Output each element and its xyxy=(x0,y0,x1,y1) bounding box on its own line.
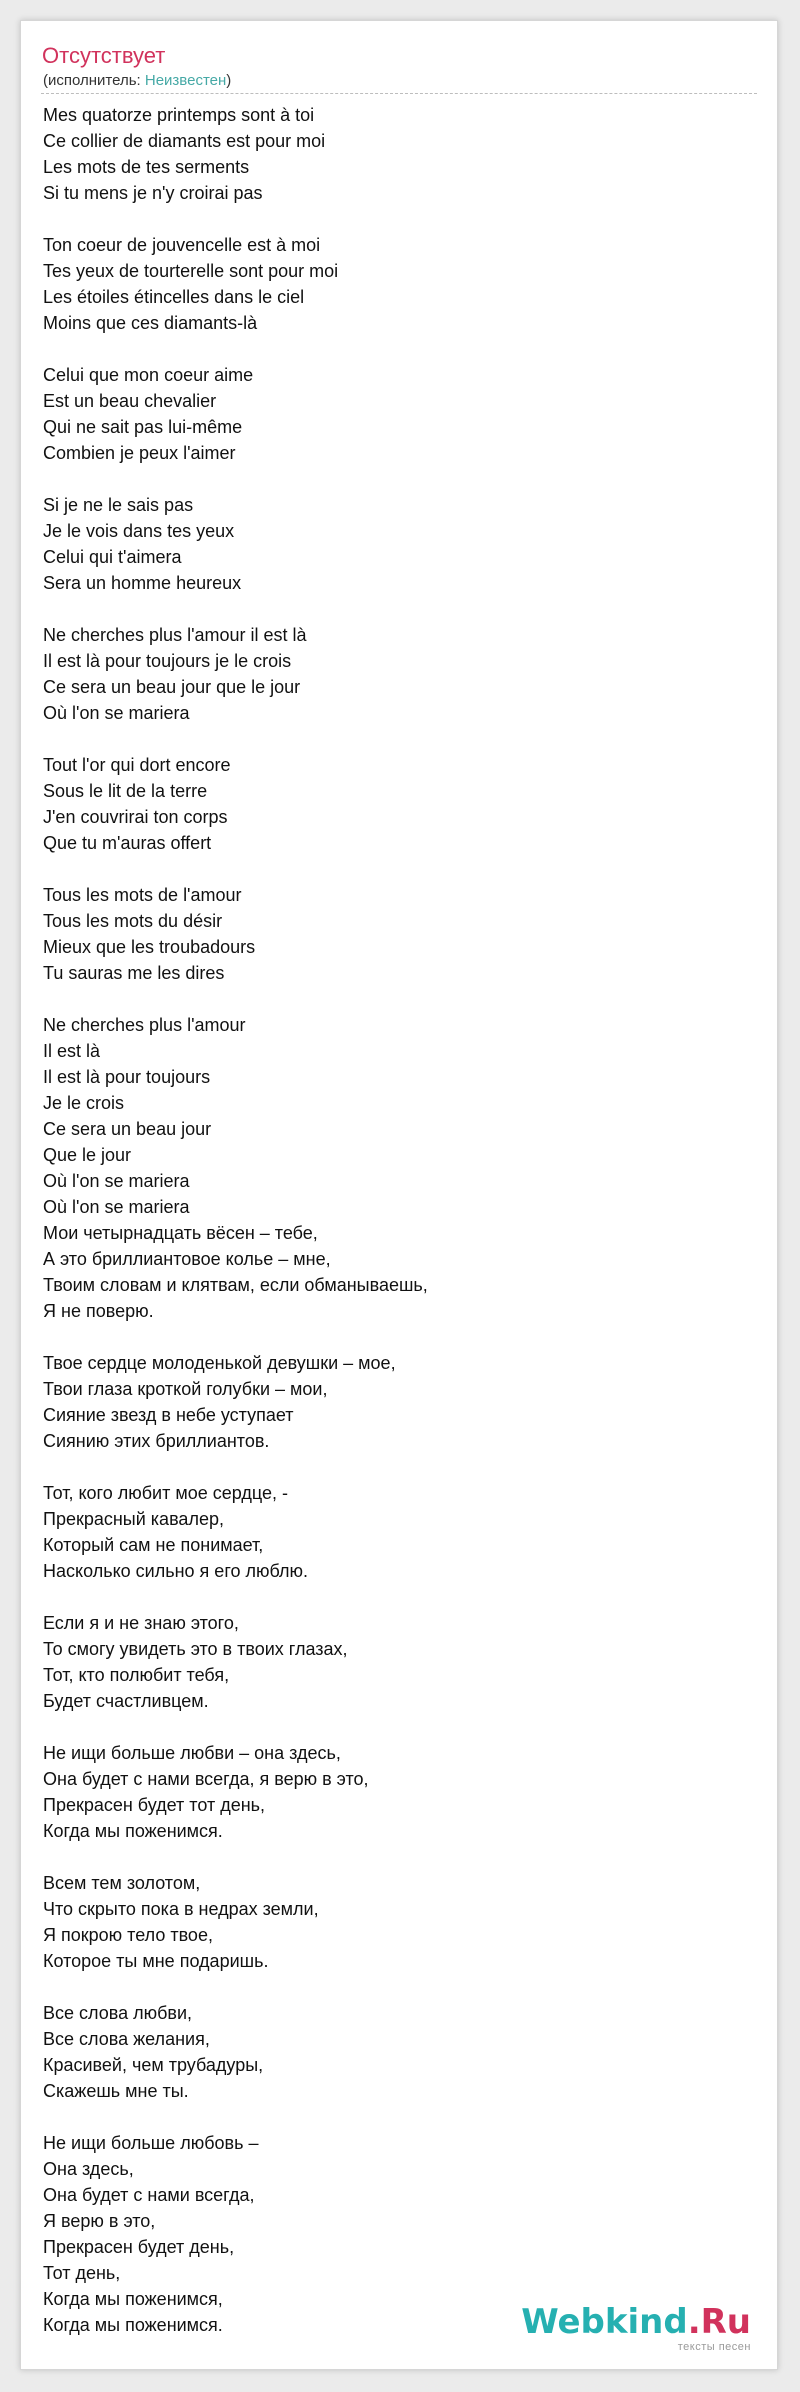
stanza-break xyxy=(43,1714,743,1740)
artist-byline xyxy=(43,72,231,90)
lyric-line: Насколько сильно я его люблю. xyxy=(43,1561,309,1581)
lyric-line: Où l'on se mariera xyxy=(43,1171,190,1191)
lyric-line: Mes quatorze printemps sont à toi xyxy=(43,105,315,125)
lyric-line: Твоим словам и клятвам, если обманываешь, xyxy=(43,1275,428,1295)
lyric-line: Si je ne le sais pas xyxy=(43,495,194,515)
lyric-line: Она будет с нами всегда, xyxy=(43,2185,255,2205)
lyric-line: Красивей, чем трубадуры, xyxy=(43,2055,264,2075)
lyric-line: То смогу увидеть это в твоих глазах, xyxy=(43,1639,348,1659)
lyric-line: Ce sera un beau jour xyxy=(43,1119,212,1139)
lyric-line: Il est là pour toujours xyxy=(43,1067,211,1087)
lyric-line: Qui ne sait pas lui-même xyxy=(43,417,243,437)
lyric-line: Je le vois dans tes yeux xyxy=(43,521,235,541)
lyric-line: Que le jour xyxy=(43,1145,132,1165)
stanza-break xyxy=(43,596,743,622)
lyric-line: Si tu mens je n'y croirai pas xyxy=(43,183,263,203)
artist-link[interactable]: Неизвестен xyxy=(144,72,227,89)
lyric-line: Тот, кого любит мое сердце, - xyxy=(43,1483,288,1503)
byline-prefix: (исполнитель: xyxy=(43,72,145,89)
lyric-line: Мои четырнадцать вёсен – тебе, xyxy=(43,1223,318,1243)
stanza-break xyxy=(43,856,743,882)
lyric-line: Всем тем золотом, xyxy=(43,1873,201,1893)
logo-brand: Webkind xyxy=(521,2302,688,2342)
lyric-line: Которое ты мне подаришь. xyxy=(43,1951,269,1971)
lyric-line: Tout l'or qui dort encore xyxy=(43,755,231,775)
stanza-break xyxy=(43,1844,743,1870)
lyric-line: Il est là pour toujours je le crois xyxy=(43,651,292,671)
lyric-line: Будет счастливцем. xyxy=(43,1691,209,1711)
lyric-line: Прекрасен будет день, xyxy=(43,2237,235,2257)
stanza-break xyxy=(43,1974,743,2000)
lyric-line: J'en couvrirai ton corps xyxy=(43,807,228,827)
lyric-line: Она будет с нами всегда, я верю в это, xyxy=(43,1769,369,1789)
lyric-line: Tous les mots de l'amour xyxy=(43,885,242,905)
lyrics-text xyxy=(43,102,743,2338)
byline-suffix: ) xyxy=(226,72,232,89)
lyric-line: Тот, кто полюбит тебя, xyxy=(43,1665,230,1685)
lyric-line: Не ищи больше любовь – xyxy=(43,2133,259,2153)
stanza-break xyxy=(43,726,743,752)
lyric-line: Sera un homme heureux xyxy=(43,573,242,593)
lyric-line: Mieux que les troubadours xyxy=(43,937,256,957)
lyric-line: Ne cherches plus l'amour xyxy=(43,1015,246,1035)
lyric-line: Твое сердце молоденькой девушки – мое, xyxy=(43,1353,396,1373)
stanza-break xyxy=(43,336,743,362)
lyric-line: Tu sauras me les dires xyxy=(43,963,225,983)
lyrics-card xyxy=(20,20,778,2370)
logo-tld: .Ru xyxy=(687,2302,751,2342)
stanza-break xyxy=(43,1584,743,1610)
site-logo[interactable] xyxy=(521,2302,751,2353)
lyric-line: Твои глаза кроткой голубки – мои, xyxy=(43,1379,328,1399)
lyric-line: Сияние звезд в небе уступает xyxy=(43,1405,294,1425)
lyric-line: Tes yeux de tourterelle sont pour moi xyxy=(43,261,339,281)
lyric-line: Если я и не знаю этого, xyxy=(43,1613,239,1633)
lyric-line: Который сам не понимает, xyxy=(43,1535,264,1555)
lyric-line: Où l'on se mariera xyxy=(43,1197,190,1217)
lyric-line: Ton coeur de jouvencelle est à moi xyxy=(43,235,321,255)
lyric-line: Когда мы поженимся. xyxy=(43,1821,223,1841)
logo-tagline: тексты песен xyxy=(677,2341,751,2353)
lyric-line: Не ищи больше любви – она здесь, xyxy=(43,1743,341,1763)
song-title: Отсутствует xyxy=(42,43,166,68)
lyric-line: Tous les mots du désir xyxy=(43,911,223,931)
stanza-break xyxy=(43,986,743,1012)
lyric-line: Все слова желания, xyxy=(43,2029,210,2049)
lyric-line: Что скрыто пока в недрах земли, xyxy=(43,1899,319,1919)
stanza-break xyxy=(43,1324,743,1350)
lyric-line: Все слова любви, xyxy=(43,2003,193,2023)
lyric-line: Она здесь, xyxy=(43,2159,134,2179)
lyric-line: Скажешь мне ты. xyxy=(43,2081,189,2101)
lyric-line: Ne cherches plus l'amour il est là xyxy=(43,625,307,645)
lyric-line: Когда мы поженимся. xyxy=(43,2315,223,2335)
lyric-line: Sous le lit de la terre xyxy=(43,781,208,801)
stanza-break xyxy=(43,1454,743,1480)
lyric-line: Сиянию этих бриллиантов. xyxy=(43,1431,270,1451)
lyric-line: Celui qui t'aimera xyxy=(43,547,182,567)
stanza-break xyxy=(43,2104,743,2130)
lyric-line: Est un beau chevalier xyxy=(43,391,217,411)
lyric-line: Прекрасен будет тот день, xyxy=(43,1795,266,1815)
lyric-line: Les mots de tes serments xyxy=(43,157,250,177)
lyric-line: Les étoiles étincelles dans le ciel xyxy=(43,287,305,307)
lyric-line: Celui que mon coeur aime xyxy=(43,365,254,385)
stanza-break xyxy=(43,206,743,232)
lyric-line: Où l'on se mariera xyxy=(43,703,190,723)
lyric-line: А это бриллиантовое колье – мне, xyxy=(43,1249,331,1269)
lyric-line: Moins que ces diamants-là xyxy=(43,313,258,333)
lyric-line: Когда мы поженимся, xyxy=(43,2289,223,2309)
lyric-line: Que tu m'auras offert xyxy=(43,833,212,853)
lyric-line: Тот день, xyxy=(43,2263,121,2283)
lyric-line: Прекрасный кавалер, xyxy=(43,1509,224,1529)
divider xyxy=(41,93,757,94)
logo-wordmark xyxy=(521,2302,751,2342)
lyric-line: Combien je peux l'aimer xyxy=(43,443,236,463)
lyric-line: Ce collier de diamants est pour moi xyxy=(43,131,326,151)
lyric-line: Il est là xyxy=(43,1041,101,1061)
stanza-break xyxy=(43,466,743,492)
lyric-line: Я не поверю. xyxy=(43,1301,154,1321)
lyric-line: Я верю в это, xyxy=(43,2211,156,2231)
lyric-line: Je le crois xyxy=(43,1093,125,1113)
lyric-line: Ce sera un beau jour que le jour xyxy=(43,677,301,697)
lyric-line: Я покрою тело твое, xyxy=(43,1925,213,1945)
